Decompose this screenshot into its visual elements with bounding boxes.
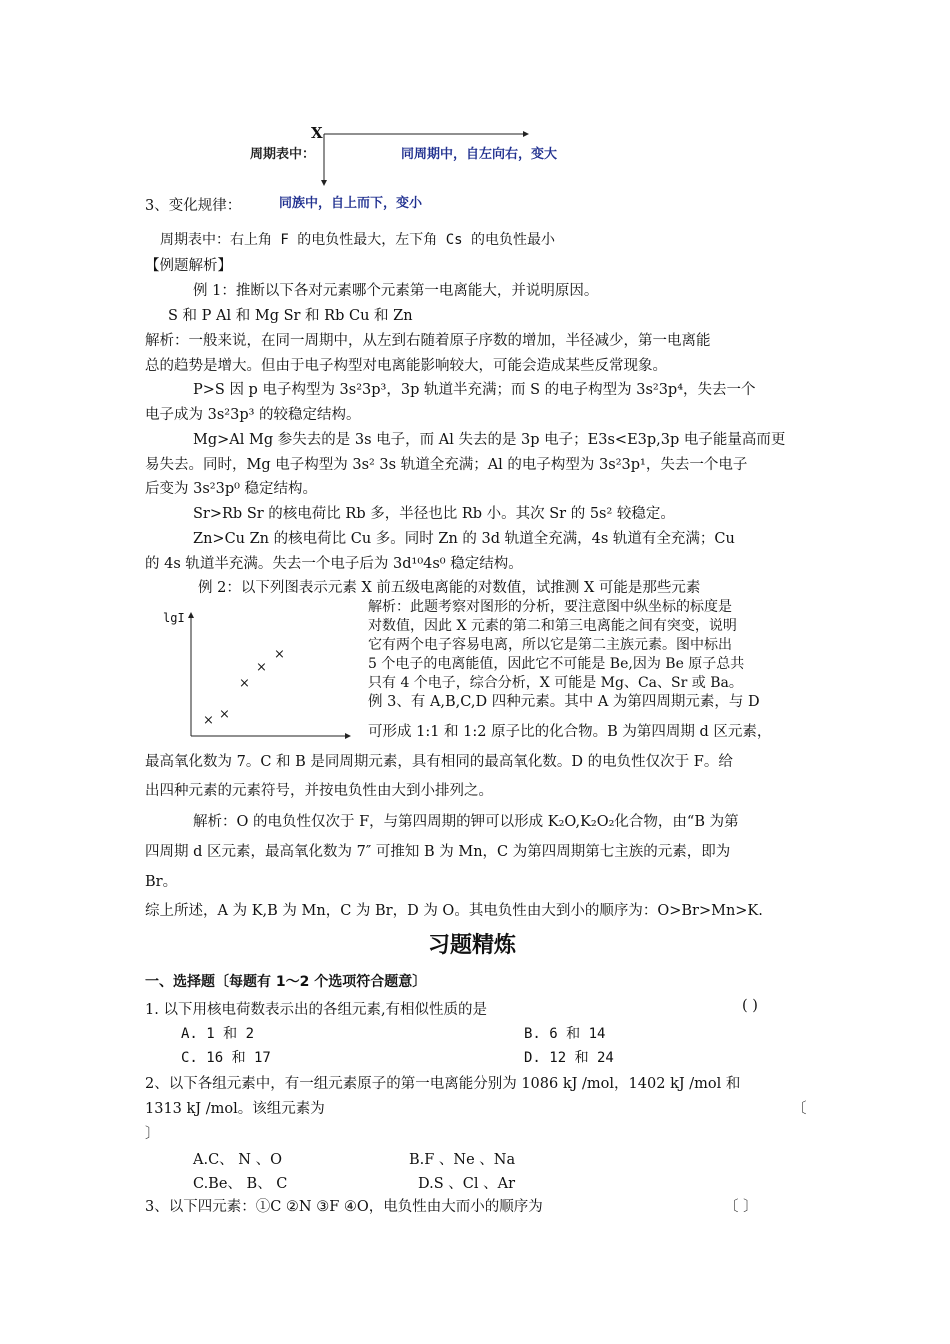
- ex2-question: 例 2：以下列图表示元素 X 前五级电离能的对数值，试推测 X 可能是那些元素: [198, 580, 701, 596]
- ex3-solution-3: Br。: [145, 874, 178, 890]
- vertical-arrowhead: [321, 180, 327, 186]
- q3-stem: 3、以下四元素：①C ②N ③F ④O，电负性由大而小的顺序为: [145, 1199, 543, 1215]
- ex3-line-3: 最高氧化数为 7。C 和 B 是同周期元素，具有相同的最高氧化数。D 的电负性仅次于 F。给: [145, 754, 733, 770]
- q2-option-d[interactable]: D.S 、Cl 、Ar: [418, 1176, 516, 1192]
- q2-option-a[interactable]: A.C、 N 、O: [193, 1152, 282, 1168]
- q2-option-b[interactable]: B.F 、Ne 、Na: [409, 1152, 516, 1168]
- ex1-question: 例 1：推断以下各对元素哪个元素第一电离能大，并说明原因。: [193, 283, 599, 299]
- graph-point: ×: [203, 713, 214, 728]
- graph-point: ×: [274, 647, 285, 662]
- ex1-analysis-2: 总的趋势是增大。但由于电子构型对电离能影响较大，可能会造成某些反常现象。: [145, 358, 667, 374]
- ex3-line-2: 可形成 1:1 和 1:2 原子比的化合物。B 为第四周期 d 区元素，: [368, 724, 772, 740]
- q1-option-c[interactable]: C. 16 和 17: [181, 1050, 271, 1066]
- ex2-analysis-2: 对数值，因此 X 元素的第二和第三电离能之间有突变，说明: [368, 618, 737, 634]
- ex2-analysis-1: 解析：此题考察对图形的分析，要注意图中纵坐标的标度是: [368, 599, 732, 615]
- group-rule: 同族中，自上而下，变小: [279, 196, 423, 211]
- ex1-pairs: S 和 P Al 和 Mg Sr 和 Rb Cu 和 Zn: [168, 308, 413, 324]
- period-rule: 同周期中，自左向右，变大: [401, 147, 558, 162]
- ex1-ps-1: P>S 因 p 电子构型为 3s²3p³，3p 轨道半充满；而 S 的电子构型为 3s²3p⁴，失去一个: [193, 382, 756, 398]
- ex1-ps-2: 电子成为 3s²3p³ 的较稳定结构。: [145, 407, 361, 423]
- x-arrowhead: [345, 733, 351, 739]
- q1-option-d[interactable]: D. 12 和 24: [524, 1050, 614, 1066]
- q2-bracket-close[interactable]: 〕: [145, 1126, 160, 1142]
- q1-option-a[interactable]: A. 1 和 2: [181, 1026, 255, 1042]
- graph-axis-label: lgI: [163, 611, 185, 625]
- rule-text: 周期表中：右上角 F 的电负性最大，左下角 Cs 的电负性最小: [160, 232, 555, 248]
- ex2-analysis-5: 只有 4 个电子，综合分析，X 可能是 Mg、Ca、Sr 或 Ba。: [368, 675, 743, 691]
- practice-title: 习题精炼: [428, 933, 517, 958]
- rule-heading: 3、变化规律：: [145, 198, 242, 214]
- q2-option-c[interactable]: C.Be、 B、 C: [193, 1176, 288, 1192]
- q1-answer-bracket[interactable]: ( ): [742, 998, 758, 1014]
- graph-point: ×: [256, 660, 267, 675]
- table-label: 周期表中：: [250, 147, 316, 162]
- graph-point: ×: [239, 676, 250, 691]
- horizontal-arrowhead: [523, 131, 529, 137]
- ex3-solution-1: 解析：O 的电负性仅次于 F，与第四周期的钾可以形成 K₂O,K₂O₂化合物，由“B 为第: [193, 814, 739, 830]
- ex3-solution-4: 综上所述，A 为 K,B 为 Mn，C 为 Br，D 为 O。其电负性由大到小的顺序为：O>Br>Mn>K.: [145, 903, 763, 919]
- q2-stem-2: 1313 kJ /mol。该组元素为: [145, 1101, 325, 1117]
- ex3-line-4: 出四种元素的元素符号，并按电负性由大到小排列之。: [145, 783, 493, 799]
- q1-stem: 1. 以下用核电荷数表示出的各组元素,有相似性质的是: [145, 1002, 488, 1018]
- ex1-analysis-1: 解析：一般来说，在同一周期中，从左到右随着原子序数的增加，半径减少，第一电离能: [145, 333, 711, 349]
- example-title: 【例题解析】: [145, 258, 232, 274]
- ex2-analysis-4: 5 个电子的电离能值，因此它不可能是 Be,因为 Be 原子总共: [368, 656, 745, 672]
- ex1-zn-2: 的 4s 轨道半充满。失去一个电子后为 3d¹⁰4s⁰ 稳定结构。: [145, 556, 523, 572]
- ex3-solution-2: 四周期 d 区元素，最高氧化数为 7″ 可推知 B 为 Mn，C 为第四周期第七主族的元素，即为: [145, 844, 731, 860]
- q3-answer-bracket[interactable]: 〔 〕: [724, 1199, 758, 1215]
- q2-stem-1: 2、以下各组元素中，有一组元素原子的第一电离能分别为 1086 kJ /mol，1402 kJ /mol 和: [145, 1076, 741, 1092]
- ex2-analysis-3: 它有两个电子容易电离，所以它是第二主族元素。图中标出: [368, 637, 732, 653]
- ex3-line-1: 例 3、有 A,B,C,D 四种元素。其中 A 为第四周期元素，与 D: [368, 694, 760, 710]
- diagram-x-label: X: [311, 124, 323, 142]
- ex1-mg-3: 后变为 3s²3p⁰ 稳定结构。: [145, 481, 318, 497]
- ex1-mg-1: Mg>Al Mg 参失去的是 3s 电子，而 Al 失去的是 3p 电子；E3s<E3p,3p 电子能量高而更: [193, 432, 786, 448]
- ex1-mg-2: 易失去。同时，Mg 电子构型为 3s² 3s 轨道全充满；Al 的电子构型为 3s²3p¹，失去一个电子: [145, 457, 748, 473]
- q2-bracket-open[interactable]: 〔: [792, 1101, 807, 1117]
- graph-point: ×: [219, 707, 230, 722]
- ex1-zn-1: Zn>Cu Zn 的核电荷比 Cu 多。同时 Zn 的 3d 轨道全充满，4s 轨道有全充满；Cu: [193, 531, 735, 547]
- ex1-sr: Sr>Rb Sr 的核电荷比 Rb 多，半径也比 Rb 小。其次 Sr 的 5s² 较稳定。: [193, 506, 675, 522]
- q1-option-b[interactable]: B. 6 和 14: [524, 1026, 606, 1042]
- y-arrowhead: [188, 612, 194, 618]
- section-heading: 一、选择题〔每题有 1～2 个选项符合题意〕: [145, 974, 427, 990]
